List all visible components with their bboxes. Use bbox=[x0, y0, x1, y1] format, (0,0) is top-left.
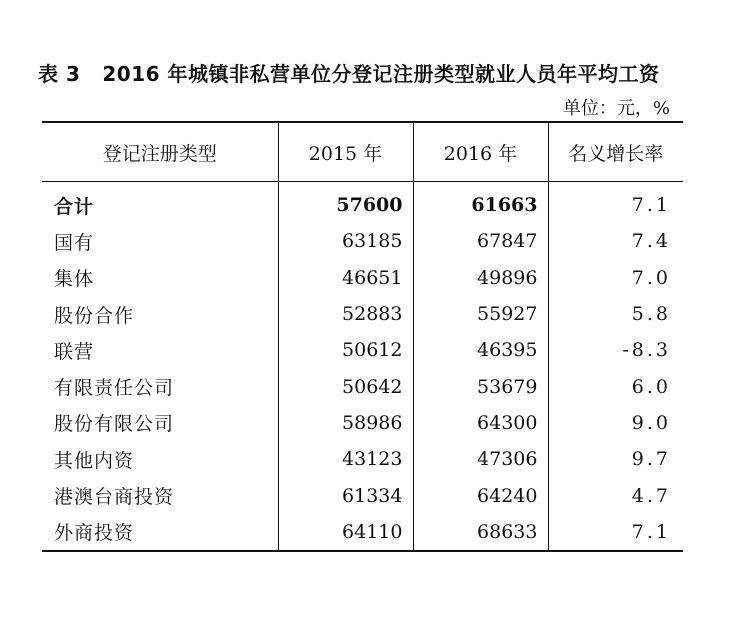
table-title: 2016 年城镇非私营单位分登记注册类型就业人员年平均工资 bbox=[102, 62, 660, 86]
row-type: 外商投资 bbox=[42, 514, 278, 551]
header-2016: 2016 年 bbox=[413, 122, 548, 182]
row-2016-value: 49896 bbox=[413, 260, 548, 296]
row-growth-value: -8.3 bbox=[622, 339, 671, 362]
table-row bbox=[42, 296, 683, 332]
row-growth-value: 5.8 bbox=[631, 303, 671, 326]
row-growth-value: 4.7 bbox=[631, 484, 671, 507]
unit-note: 单位：元，% bbox=[562, 98, 670, 119]
row-2016-value: 67847 bbox=[413, 223, 548, 259]
table-row bbox=[42, 441, 683, 477]
row-growth-value: 7.1 bbox=[631, 520, 671, 543]
wage-table-container bbox=[42, 121, 683, 552]
header-2015: 2015 年 bbox=[278, 122, 413, 182]
row-2016-value: 55927 bbox=[413, 296, 548, 332]
header-registration-type: 登记注册类型 bbox=[42, 122, 278, 182]
wage-table bbox=[42, 121, 683, 552]
row-2016-value: 46395 bbox=[413, 332, 548, 368]
table-row-total bbox=[42, 182, 683, 224]
table-row bbox=[42, 477, 683, 513]
row-2015-value: 61334 bbox=[278, 477, 413, 513]
table-number: 表 3 bbox=[38, 62, 81, 86]
row-growth-value: 7.1 bbox=[631, 194, 671, 217]
row-growth-value: 9.0 bbox=[631, 411, 671, 434]
header-nominal-growth: 名义增长率 bbox=[568, 142, 664, 165]
row-2016-value: 68633 bbox=[413, 514, 548, 551]
row-growth-value: 9.7 bbox=[631, 448, 671, 471]
header-row bbox=[42, 122, 683, 182]
table-row bbox=[42, 223, 683, 259]
row-2015-value: 64110 bbox=[278, 514, 413, 551]
row-type: 合计 bbox=[42, 182, 278, 224]
row-2015-value: 43123 bbox=[278, 441, 413, 477]
row-2016-value: 47306 bbox=[413, 441, 548, 477]
row-type: 其他内资 bbox=[42, 441, 278, 477]
table-header bbox=[42, 122, 683, 182]
row-type: 集体 bbox=[42, 260, 278, 296]
row-growth-value: 7.4 bbox=[631, 230, 671, 253]
row-2016-value: 61663 bbox=[413, 182, 548, 224]
row-2016-value: 64240 bbox=[413, 477, 548, 513]
row-2015-value: 52883 bbox=[278, 296, 413, 332]
table-row bbox=[42, 514, 683, 551]
row-type: 国有 bbox=[42, 223, 278, 259]
row-growth-value: 7.0 bbox=[631, 266, 671, 289]
row-type: 联营 bbox=[42, 332, 278, 368]
row-2015-value: 50612 bbox=[278, 332, 413, 368]
table-body bbox=[42, 182, 683, 551]
row-growth-value: 6.0 bbox=[631, 375, 671, 398]
table-row bbox=[42, 405, 683, 441]
table-row bbox=[42, 332, 683, 368]
row-type: 股份有限公司 bbox=[42, 405, 278, 441]
table-row bbox=[42, 368, 683, 404]
row-2015-value: 58986 bbox=[278, 405, 413, 441]
row-2016-value: 64300 bbox=[413, 405, 548, 441]
table-caption bbox=[38, 58, 660, 87]
row-2016-value: 53679 bbox=[413, 368, 548, 404]
row-2015-value: 46651 bbox=[278, 260, 413, 296]
row-2015-value: 57600 bbox=[278, 182, 413, 224]
row-type: 港澳台商投资 bbox=[42, 477, 278, 513]
row-2015-value: 63185 bbox=[278, 223, 413, 259]
row-type: 股份合作 bbox=[42, 296, 278, 332]
row-type: 有限责任公司 bbox=[42, 368, 278, 404]
row-2015-value: 50642 bbox=[278, 368, 413, 404]
table-row bbox=[42, 260, 683, 296]
